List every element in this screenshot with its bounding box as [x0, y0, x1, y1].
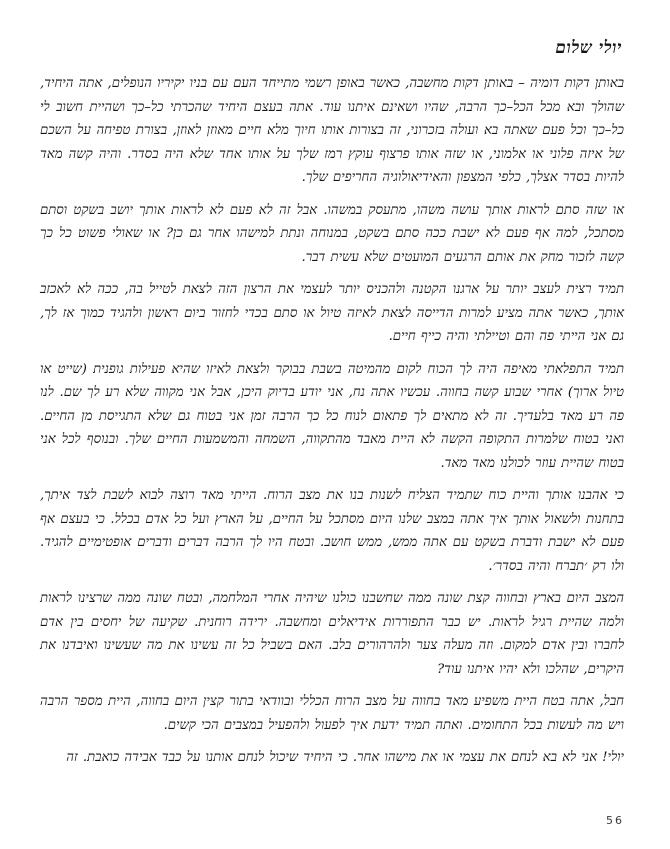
page-number: 56 — [606, 814, 624, 827]
letter-paragraph-7: חבל, אתה בטח היית משפיע מאד בחווה על מצב הרוח הכללי ובוודאי בתור קצין היום בחווה, היית מספר הרבה ויש מה לעשות בכל התחומים. ואתה תמיד ידעת איך לפעול ולהפעיל במצבים הכי קשים. — [40, 694, 624, 733]
letter-paragraph-3: תמיד רצית לעצב יותר על ארגנו הקטנה ולהכניס יותר לעצמי את הרצון הזה לצאת לטייל בה, ככה לא לאכזב אותך, כאשר אתה מציע למרות הדייסה לצאת לאיזה טיול או סתם בכדי לחזור ביום ראשון ולהגיד כמוך אז לך, גם אני הייתי פה והם וטיילתי והיה כייף חיים. — [40, 282, 624, 344]
letter-paragraph-5: כי אהבנו אותך והיית כוח שתמיד הצליח לשנות בנו את מצב הרוח. הייתי מאד רוצה לבוא לשבת לצד איתך, בתחנות ולשאול אותך איך אתה במצב שלנו היום מסתכל על החיים, על הארץ ועל כל אדם בכלל. כי בעצם אף פעם לא ישבת ודברת בשקט עם אתה ממש, ממש חושב. ובטח היו לך הרבה דברים ודברים אופטימיים להגיד. ולו רק ׳תברח והיה בסדר׳. — [40, 488, 624, 574]
letter-paragraph-8: יולי! אני לא בא לנחם את עצמי או את מישהו אחר. כי היחיד שיכול לנחם אותנו על כבד אבידה כואבת. זה — [66, 750, 624, 765]
letter-body — [40, 72, 624, 770]
letter-paragraph-4: תמיד התפלאתי מאיפה היה לך הכוח לקום מהמיטה בשבת בבוקר ולצאת לאיזו שהיא פעילות גופנית (שייט או טיול ארוך) אחרי שבוע קשה בחווה. עכשיו אתה נח, אני יודע בדיוק היכן, אבל אני מקווה שלא רע לך שם. לנו פה רע מאד בלעדיך. זה לא מתאים לך פתאום לנוח כל כך הרבה זמן אני בטוח גם שלא התגייסת מן החיים. ואני בטוח שלמרות התקופה הקשה לא היית מאבד מהתקווה, השמחה והמשמעות החיים שלך. ובנוסף לכל אני בטוח שהיית עוזר לכולנו מאד מאד. — [40, 361, 624, 471]
letter-paragraph-2: או שזה סתם לראות אותך עושה משהו, מתעסק במשהו. אבל זה לא פעם לא לראות אותך יושב בשקט וסתם מסתכל, למה אף פעם לא ישבת ככה סתם בשקט, במנוחה ונתת למישהו אחר גם כן? או שאולי פשוט כל כך קשה לזכור מחק את אותם הרגעים המועטים שלא עשית דבר. — [40, 202, 624, 265]
letter-paragraph-1: באותן דקות דומיה – באותן דקות מחשבה, כאשר באופן רשמי מתייחד העם עם בניו יקיריו הנופלים, אתה היחיד, שהולך ובא מכל הכל–כך הרבה, שהיו ושאינם איתנו עוד. אתה בעצם היחיד שהכרתי כל–כך ושהיית חשוב לי כל–כך וכל פעם שאתה בא ועולה בזכרוני, זה בצורות אותו חיוך מלא חיים מאוזן לאוזן, בצורת טפיחה על השכם של איזה פלוני או אלמוני, או שזה אותו פרצוף עוקץ רמז שלך על אותו אחד שלא היה בסדר. והיה קשה מאד להיות בסדר אצלך, כלפי המצפון והאידיאולוגיה החריפים שלך. — [40, 76, 624, 185]
letter-greeting: יולי שלום — [555, 38, 622, 58]
letter-paragraph-6: המצב היום בארץ ובחווה קצת שונה ממה שחשבנו כולנו שיהיה אחרי המלחמה, ובטח שונה ממה שרצינו לראות ולמה שהיית רגיל לראות. יש כבר התפוררות אידיאלים ומחשבה. ירידה רוחנית. שקיעה של יחסים בין אדם לחברו ובין אדם למקום. וזה מעלה צער ולהרהורים בלב. האם בשביל כל זה עשינו את מה שעשינו ואיבדנו את היקרים, שהלכו ולא יהיו איתנו עוד? — [40, 591, 624, 677]
